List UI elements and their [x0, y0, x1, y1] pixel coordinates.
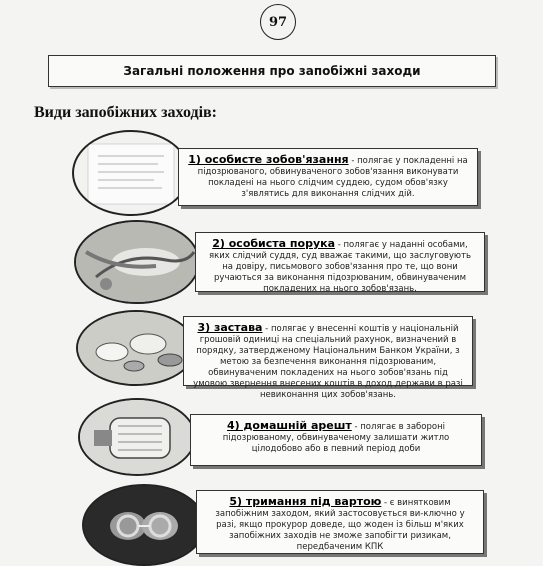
coins-cup-icon: [76, 310, 196, 386]
measure-description: - є винятковим запобіжним заходом, який застосовується ви-ключно у разі, якщо прокурор доведе, що жоден із більш м'яких запобіжних заходів не зможе запобігти ризикам, передбаченим КПК: [215, 498, 465, 553]
section-heading: Види запобіжних заходів:: [34, 104, 217, 121]
measure-description: - полягає у покладенні на підозрюваного, обвинуваченого зобов'язання виконувати покладені на нього слідчим суддею, судом обов'язку з'являтись для виконання слідчих дій.: [197, 156, 468, 200]
measure-term: 1) особисте зобов'язання: [188, 153, 349, 166]
measure-term: 3) застава: [197, 321, 263, 334]
measure-term: 5) тримання під вартою: [229, 495, 382, 508]
measure-card-4: [190, 414, 482, 466]
measure-description: - полягає в забороні підозрюваному, обвинуваченому залишати житло цілодобово або в певний період доби: [222, 422, 450, 455]
handshake-icon: [74, 220, 200, 304]
measure-card-3: [183, 316, 473, 401]
measure-card-1: [178, 148, 478, 206]
measure-description: - полягає у внесенні коштів у національній грошовій одиниці на спеціальний рахунок, визначений в порядку, затвердженому Національним Банком України, з метою за безпечення виконання підозрюваним, обвинуваченим покладених на нього зобов'язань під умовою звернення внесених коштів в доход держави в разі невиконання цих зобов'язань.: [193, 324, 463, 401]
measure-card-5: [196, 490, 484, 554]
measure-description: - полягає у наданні особами, яких слідчий суддя, суд вважає такими, що заслуговують на довіру, письмового зобов'язання про те, що вони ручаються за виконання підозрюваним, обвинуваченим покладених на нього зобов'язань.: [208, 240, 472, 295]
document-icon: [72, 130, 190, 216]
page-number: 97: [260, 4, 296, 40]
ankle-bracelet-icon: [78, 398, 196, 476]
measure-term: 2) особиста порука: [212, 237, 336, 250]
page-title: Загальні положення про запобіжні заходи: [48, 55, 496, 87]
measure-card-2: [195, 232, 485, 295]
measure-term: 4) домашній арешт: [227, 419, 352, 432]
handcuffs-icon: [82, 484, 206, 566]
